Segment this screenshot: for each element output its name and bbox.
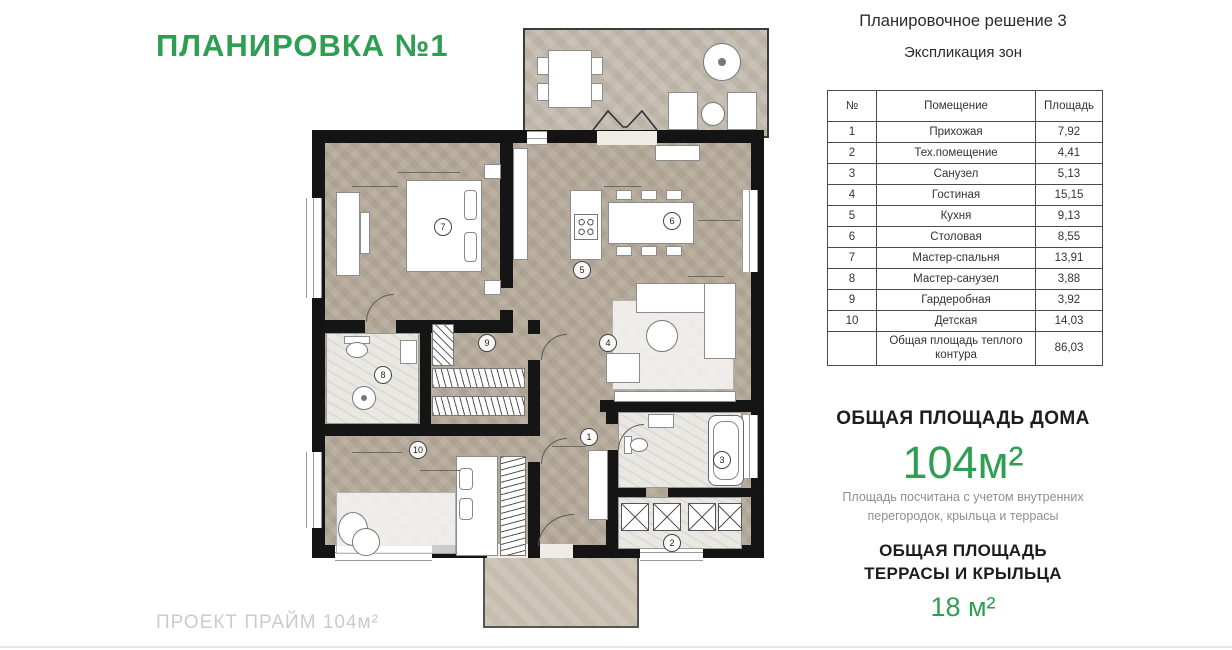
cell-no: 1: [828, 122, 877, 143]
interior-wall: [325, 424, 531, 436]
interior-wall: [668, 488, 764, 497]
sofa-chaise: [704, 283, 736, 359]
closet-rail: [432, 368, 525, 388]
terrace-chair: [591, 83, 603, 101]
table-total-row: [828, 332, 1103, 366]
sink: [400, 340, 417, 364]
interior-wall: [396, 320, 513, 333]
col-header-area: Площадь: [1036, 91, 1103, 122]
window: [306, 452, 322, 528]
col-header-room: Помещение: [877, 91, 1036, 122]
table-row: [828, 143, 1103, 164]
cell-room: Детская: [877, 311, 1036, 332]
house-area-value: 104м²: [902, 437, 1024, 488]
bedroom-dresser: [360, 212, 370, 254]
watermark: ПРОЕКТ ПРАЙМ 104м²: [156, 612, 379, 633]
porch: [483, 558, 639, 628]
dining-chair: [666, 246, 682, 256]
room-number-2: 2: [663, 534, 681, 552]
cell-area: 8,55: [1036, 227, 1103, 248]
house-area-label: ОБЩАЯ ПЛОЩАДЬ ДОМА: [836, 408, 1090, 429]
cell-no: 5: [828, 206, 877, 227]
cell-room: Мастер-санузел: [877, 269, 1036, 290]
interior-wall: [618, 488, 646, 497]
accordion-door-icon: [592, 108, 658, 132]
annotation-line: [352, 452, 402, 453]
annotation-line: [604, 186, 642, 187]
cell-no: 6: [828, 227, 877, 248]
terrace-area-label-line2: ТЕРРАСЫ И КРЫЛЬЦА: [864, 563, 1062, 583]
cell-no: 7: [828, 248, 877, 269]
terrace-armchair: [727, 92, 757, 130]
terrace-area-label-line1: ОБЩАЯ ПЛОЩАДЬ: [879, 541, 1047, 560]
tv-console: [614, 391, 736, 402]
dining-chair: [641, 246, 657, 256]
interior-wall: [528, 360, 540, 436]
interior-wall: [325, 320, 365, 333]
room-number-10: 10: [409, 441, 427, 459]
cell-no-empty: [828, 332, 877, 366]
cell-area: 3,88: [1036, 269, 1103, 290]
terrace-chair: [537, 83, 549, 101]
bathtub-inner: [713, 421, 739, 480]
table-row: [828, 164, 1103, 185]
kitchen-cabinet-column: [513, 148, 528, 260]
bedroom-wardrobe: [336, 192, 360, 276]
room-number-1: 1: [580, 428, 598, 446]
cell-area: 5,13: [1036, 164, 1103, 185]
cell-area: 13,91: [1036, 248, 1103, 269]
cell-total-value: 86,03: [1036, 332, 1103, 366]
interior-wall: [500, 143, 513, 288]
hall-console: [588, 450, 608, 520]
dining-chair: [666, 190, 682, 200]
room-number-7: 7: [434, 218, 452, 236]
page-title: ПЛАНИРОВКА №1: [156, 28, 449, 63]
table-row: [828, 227, 1103, 248]
cell-room: Столовая: [877, 227, 1036, 248]
shower-drain-icon: [361, 395, 367, 401]
cell-room: Прихожая: [877, 122, 1036, 143]
cell-no: 8: [828, 269, 877, 290]
terrace-armchair: [668, 92, 698, 130]
cell-room: Кухня: [877, 206, 1036, 227]
cell-area: 4,41: [1036, 143, 1103, 164]
room-number-3: 3: [713, 451, 731, 469]
dining-table: [608, 202, 694, 244]
window: [527, 131, 547, 145]
hob-icon: [574, 214, 598, 240]
annotation-line: [398, 172, 460, 173]
table-row: [828, 185, 1103, 206]
table-row: [828, 122, 1103, 143]
kitchen-counter: [655, 145, 700, 161]
area-note: [810, 488, 1116, 526]
cell-room: Мастер-спальня: [877, 248, 1036, 269]
room-number-8: 8: [374, 366, 392, 384]
interior-wall: [420, 330, 431, 428]
cell-no: 10: [828, 311, 877, 332]
cell-no: 3: [828, 164, 877, 185]
pillow: [459, 468, 473, 490]
terrace-coffee-table: [701, 102, 725, 126]
room-number-6: 6: [663, 212, 681, 230]
annotation-line: [420, 470, 460, 471]
room-number-9: 9: [478, 334, 496, 352]
terrace-area-value: 18 м²: [930, 592, 996, 622]
bathtub: [708, 415, 744, 486]
explication-table: [827, 90, 1103, 366]
armchair: [606, 353, 640, 383]
washing-machine-icon: [653, 503, 681, 531]
table-row: [828, 290, 1103, 311]
terrace-chair: [591, 57, 603, 75]
cell-area: 7,92: [1036, 122, 1103, 143]
pillow: [464, 190, 477, 220]
washing-machine-icon: [718, 503, 742, 531]
terrace-area-label: [810, 540, 1116, 586]
cell-area: 14,03: [1036, 311, 1103, 332]
grill-knob-icon: [718, 58, 726, 66]
terrace-door-opening: [597, 131, 657, 145]
annotation-line: [698, 220, 740, 221]
cell-room: Тех.помещение: [877, 143, 1036, 164]
beanbag: [352, 528, 380, 556]
cell-area: 15,15: [1036, 185, 1103, 206]
room-number-4: 4: [599, 334, 617, 352]
panel-heading: Планировочное решение 3: [859, 12, 1067, 30]
cell-room: Гардеробная: [877, 290, 1036, 311]
cell-no: 9: [828, 290, 877, 311]
terrace-chair: [537, 57, 549, 75]
nightstand: [484, 280, 501, 295]
panel-subheading: Экспликация зон: [903, 44, 1023, 61]
washing-machine-icon: [621, 503, 649, 531]
table-row: [828, 269, 1103, 290]
interior-wall: [528, 320, 540, 334]
area-note-line1: Площадь посчитана с учетом внутренних: [842, 490, 1084, 504]
cell-area: 9,13: [1036, 206, 1103, 227]
photo-edge-line: [0, 646, 1232, 648]
dining-chair: [616, 190, 632, 200]
annotation-line: [352, 186, 398, 187]
coffee-table: [646, 320, 678, 352]
nightstand: [484, 164, 501, 179]
col-header-no: №: [828, 91, 877, 122]
annotation-line: [688, 276, 724, 277]
cell-total-label: Общая площадь теплого контура: [877, 332, 1036, 366]
window: [742, 190, 758, 272]
washing-machine-icon: [688, 503, 716, 531]
cell-room: Санузел: [877, 164, 1036, 185]
room-number-5: 5: [573, 261, 591, 279]
table-row: [828, 206, 1103, 227]
area-note-line2: перегородок, крыльца и террасы: [867, 508, 1059, 523]
cell-room: Гостиная: [877, 185, 1036, 206]
toilet: [346, 342, 368, 358]
closet-shelves: [432, 324, 454, 366]
terrace-dining-table: [548, 50, 592, 108]
dining-chair: [616, 246, 632, 256]
children-wardrobe: [500, 456, 526, 556]
interior-wall: [606, 412, 618, 424]
table-header-row: [828, 91, 1103, 122]
dining-chair: [641, 190, 657, 200]
pillow: [464, 232, 477, 262]
window: [742, 415, 758, 478]
window: [306, 198, 322, 298]
cell-no: 4: [828, 185, 877, 206]
cell-area: 3,92: [1036, 290, 1103, 311]
pillow: [459, 498, 473, 520]
cell-no: 2: [828, 143, 877, 164]
table-row: [828, 311, 1103, 332]
table-row: [828, 248, 1103, 269]
closet-rail: [432, 396, 525, 416]
sink: [648, 414, 674, 428]
